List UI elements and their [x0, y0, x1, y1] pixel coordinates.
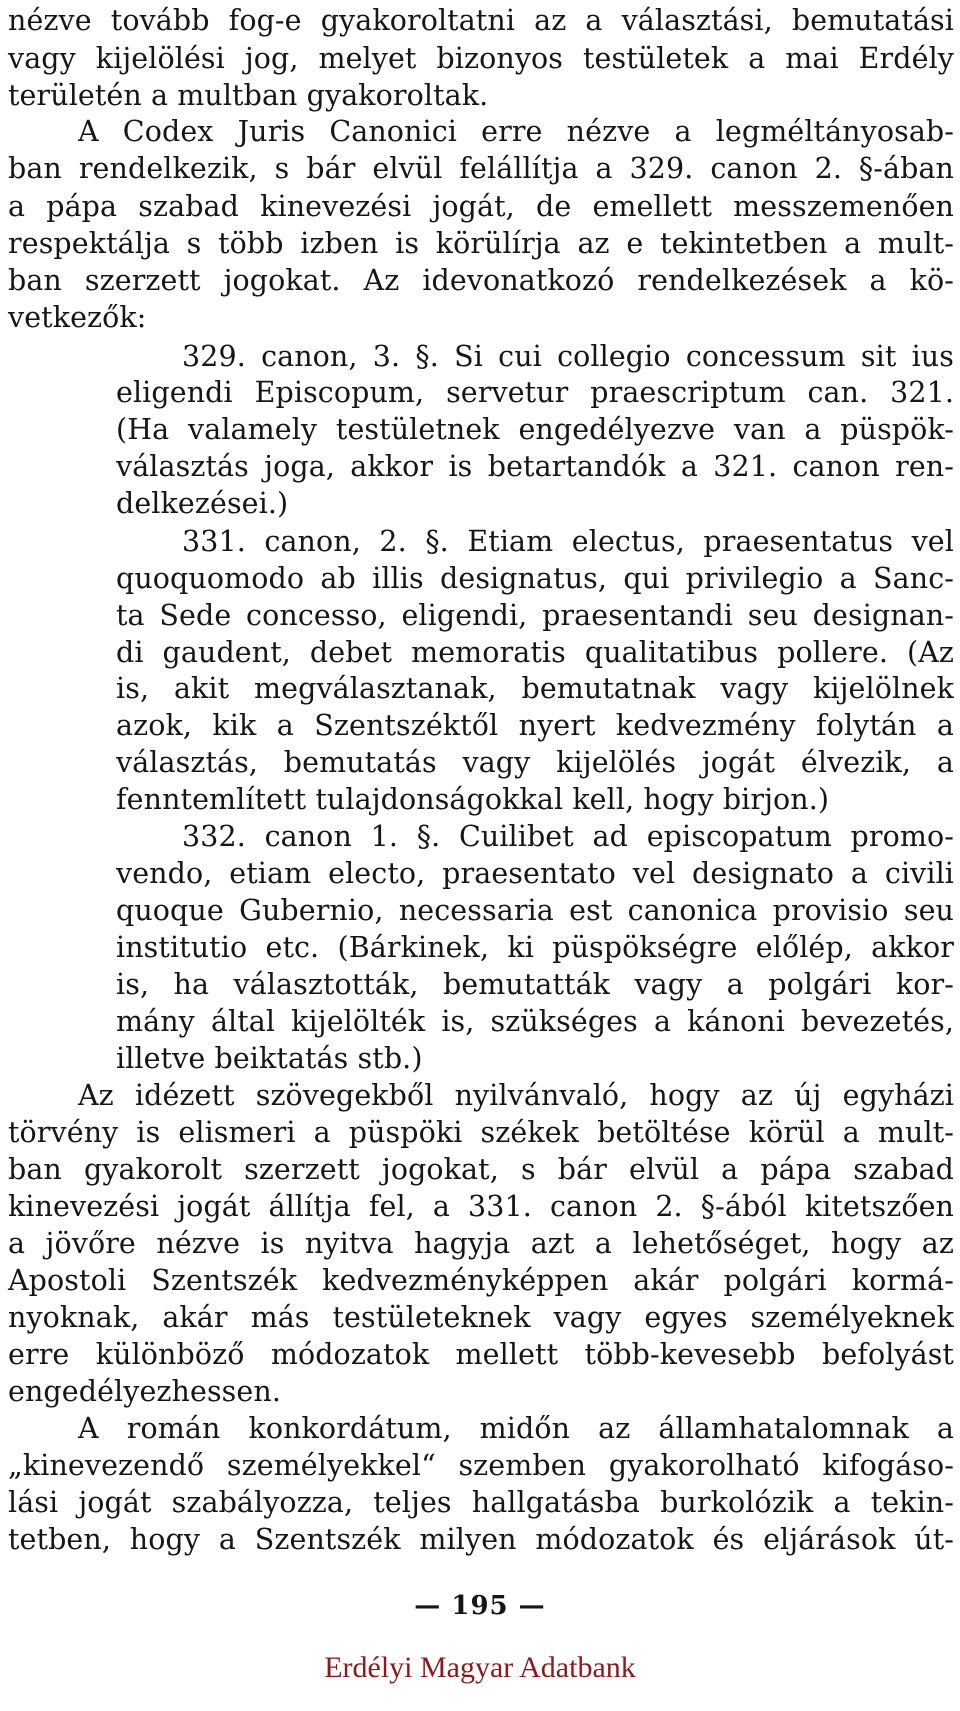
text-line: delkezései.)	[116, 487, 289, 520]
text-line	[182, 338, 954, 376]
text-line: vetkezők:	[8, 301, 147, 334]
text-line: „kinevezendő személyekkel“ szemben gyakorolható kifogáso-	[8, 1449, 954, 1482]
text-line: engedélyezhessen.	[8, 1375, 281, 1408]
text-line: 331. canon, 2. §. Etiam electus, praesentatus vel	[182, 525, 954, 558]
text-line: is, akit megválasztanak, bemutatnak vagy kijelölnek	[116, 672, 954, 705]
text-line: ban gyakorolt szerzett jogokat, s bár elvül a pápa szabad	[8, 1153, 954, 1186]
text-line: respektálja s több izben is körülírja az e tekintetben a mult-	[8, 227, 954, 260]
text-line: is, ha választották, bemutatták vagy a polgári kor-	[116, 968, 954, 1001]
quote-line: 329. canon, 3. §. Si cui collegio concessum sit ius	[182, 340, 954, 373]
text-line: institutio etc. (Bárkinek, ki püspökségre előlép, akkor	[116, 931, 954, 964]
text-line: Az idézett szövegekből nyilvánvaló, hogy az új egyházi	[78, 1079, 954, 1112]
text-line: ban szerzett jogokat. Az idevonatkozó rendelkezések a kö-	[8, 264, 954, 297]
text-line: a pápa szabad kinevezési jogát, de emellett messzemenően	[8, 190, 954, 223]
text-line: mány által kijelölték is, szükséges a kánoni bevezetés,	[116, 1005, 954, 1038]
text-line: ta Sede concesso, eligendi, praesentandi seu designan-	[116, 599, 954, 632]
text-line: azok, kik a Szentszéktől nyert kedvezmény folytán a	[116, 709, 954, 742]
text-line: vagy kijelölési jog, melyet bizonyos testületek a mai Erdély	[8, 42, 954, 75]
text-line: di gaudent, debet memoratis qualitatibus pollere. (Az	[116, 636, 954, 669]
text-line: quoquomodo ab illis designatus, qui privilegio a Sanc-	[116, 562, 954, 595]
text-line: nyoknak, akár más testületeknek vagy egyes személyeknek	[8, 1301, 954, 1334]
text-line: illetve beiktatás stb.)	[116, 1042, 423, 1075]
text-line: választás, bemutatás vagy kijelölés jogát élvezik, a	[116, 746, 954, 779]
text-line: a jövőre nézve is nyitva hagyja azt a lehetőséget, hogy az	[8, 1227, 954, 1260]
text-line: fenntemlített tulajdonságokkal kell, hogy birjon.)	[116, 783, 830, 816]
text-line: vendo, etiam electo, praesentato vel designato a civili	[116, 857, 954, 890]
text-line: törvény is elismeri a püspöki székek betöltése körül a mult-	[8, 1116, 954, 1149]
page-number: — 195 —	[414, 1591, 546, 1621]
text-line: A Codex Juris Canonici erre nézve a legméltányosab-	[78, 115, 954, 148]
text-line: választás joga, akkor is betartandók a 321. canon ren-	[116, 450, 954, 483]
footer-watermark: Erdélyi Magyar Adatbank	[324, 1651, 636, 1684]
text-line: kinevezési jogát állítja fel, a 331. canon 2. §-ából kitetszően	[8, 1190, 954, 1223]
text-line: erre különböző módozatok mellett több-kevesebb befolyást	[8, 1338, 954, 1371]
text-line: Apostoli Szentszék kedvezményképpen akár polgári kormá-	[8, 1264, 954, 1297]
text-line: nézve tovább fog-e gyakoroltatni az a választási, bemutatási	[8, 4, 954, 37]
text-line: lási jogát szabályozza, teljes hallgatásba burkolózik a tekin-	[8, 1486, 954, 1519]
text-line: 332. canon 1. §. Cuilibet ad episcopatum promo-	[182, 820, 954, 853]
text-line: quoque Gubernio, necessaria est canonica provisio seu	[116, 894, 954, 927]
text-line: eligendi Episcopum, servetur praescriptum can. 321.	[116, 376, 954, 409]
text-line: tetben, hogy a Szentszék milyen módozatok és eljárások út-	[8, 1523, 954, 1556]
text-line: ban rendelkezik, s bár elvül felállítja a 329. canon 2. §-ában	[8, 152, 954, 185]
text-line: A román konkordátum, midőn az államhatalomnak a	[78, 1412, 954, 1445]
text-line: területén a multban gyakoroltak.	[8, 79, 489, 112]
text-line: (Ha valamely testületnek engedélyezve van a püspök-	[116, 413, 954, 446]
